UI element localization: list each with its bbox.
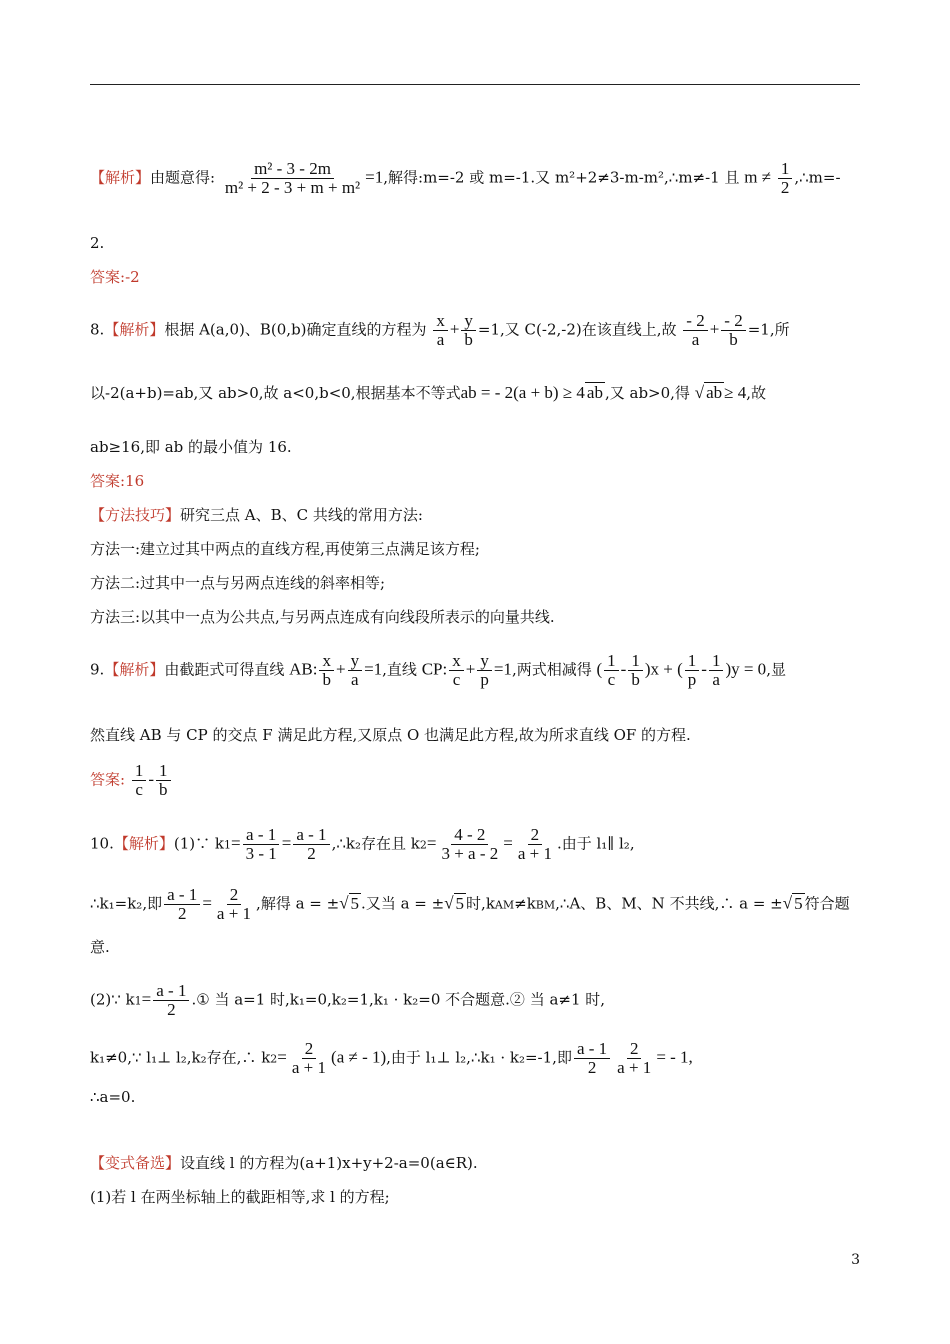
variant-line1	[90, 1152, 478, 1174]
q7-eq: =1	[365, 167, 384, 187]
q9-d4-num: 1	[709, 652, 724, 671]
q9-c1-num: x	[449, 652, 464, 671]
q9-a1	[319, 652, 334, 689]
q7-tail: ,∴m=-	[794, 168, 841, 187]
q10-f10-den: a + 1	[617, 1058, 652, 1077]
q7-answer-value: -2	[125, 268, 140, 286]
q8-answer	[90, 470, 144, 492]
q8-tag: 【解析】	[104, 320, 165, 339]
q10-line6: ∴a=0.	[90, 1088, 136, 1106]
q9-d2-den: b	[631, 670, 640, 689]
q9-answer-label: 答案:	[90, 770, 126, 789]
variant-line2: (1)若 l 在两坐标轴上的截距相等,求 l 的方程;	[90, 1188, 390, 1206]
q10-p1: (1)∵ k	[173, 834, 224, 853]
q8-g1-num: - 2	[683, 312, 707, 331]
q8-line2-a: 以-2(a+b)=ab,又 ab>0,故 a<0,b<0,根据基本不等式	[90, 384, 461, 402]
q7-fraction	[222, 160, 363, 197]
q8-answer-label: 答案:	[90, 472, 126, 490]
q9-lead: 由截距式可得直线	[164, 660, 285, 679]
q10-f4-num: 2	[528, 826, 543, 845]
q9-a2	[348, 652, 363, 689]
q10-neq-k: ≠k	[514, 894, 536, 913]
q9-d1-num: 1	[604, 652, 619, 671]
q9-c1-den: c	[452, 670, 461, 689]
q7-lead: 由题意得:	[150, 168, 216, 187]
q8-line2-b: ,又 ab>0,得	[604, 384, 690, 402]
q10-f9-num: a - 1	[574, 1040, 610, 1059]
q9-d2-num: 1	[628, 652, 643, 671]
q9-mid2: ,两式相减得	[511, 660, 592, 679]
q10-f5-den: 2	[177, 904, 187, 923]
q10-number: 10.	[90, 834, 114, 853]
q7-line2: 2.	[90, 234, 105, 252]
q8-frac-x	[433, 312, 448, 349]
q9-ans-1	[132, 762, 147, 799]
q8-g2-num: - 2	[721, 312, 745, 331]
q10-l2-e: ,∴A、B、M、N 不共线,∴ a = ±	[555, 894, 783, 913]
q9-d4-den: a	[712, 670, 720, 689]
q10-f4-den: a + 1	[517, 844, 552, 863]
q9-ab: AB:	[289, 659, 318, 679]
q7-frac-den: m² + 2 - 3 + m + m²	[224, 178, 361, 197]
q9-tag: 【解析】	[104, 660, 165, 679]
q7-tag: 【解析】	[90, 168, 151, 187]
q8-frac-g1	[683, 312, 707, 349]
q7-half-num: 1	[778, 160, 793, 179]
q10-f5	[164, 886, 200, 923]
q9-d1-den: c	[607, 670, 616, 689]
q10-f8-num: 2	[302, 1040, 317, 1059]
q10-kbm: BM	[535, 898, 556, 912]
q10-f1-num: a - 1	[243, 826, 279, 845]
q10-end1: .由于 l₁∥ l₂,	[556, 834, 635, 853]
q7-rest: ,解得:m=-2 或 m=-1.又 m²+2≠3-m-m²,∴m≠-1 且	[383, 168, 740, 187]
q8-line2-c: ,故	[746, 384, 766, 402]
q10-line2: ∴k₁=k₂,即 $\frac{a - 1}{2}$ = $\frac{2}{a + 1}$ ,解得 a = ±√ 5 .又当 a = ±√ 5 时,kAM≠kBM,∴A、B、M、N 不共线,∴ a = ±√ 5 符合题	[90, 885, 850, 923]
page-number: 3	[851, 1252, 860, 1268]
q8-sqrt-ab: ab	[586, 383, 603, 402]
q9-c1	[449, 652, 464, 689]
q10-sqrt5-2: 5	[455, 893, 465, 913]
q8-frac-g2	[721, 312, 745, 349]
q9-a1-num: x	[319, 652, 334, 671]
q10-p2-rest: .① 当 a=1 时,k₁=0,k₂=1,k₁ · k₂=0 不合题意.② 当 a≠1 时,	[191, 990, 606, 1009]
q9-line2: 然直线 AB 与 CP 的交点 F 满足此方程,又原点 O 也满足此方程,故为所求直线 OF 的方程.	[90, 726, 691, 744]
q8-fx-den: a	[436, 330, 445, 349]
q9-d3	[685, 652, 700, 689]
q10-l2-c: .又当 a = ±	[361, 894, 445, 913]
q7-answer-label: 答案:	[90, 268, 126, 286]
q10-line4: (2)∵ k1= $\frac{a - 1}{2}$ .① 当 a=1 时,k₁=0,k₂=1,k₁ · k₂=0 不合题意.② 当 a≠1 时,	[90, 981, 606, 1019]
header-rule	[90, 84, 860, 85]
variant-text: 设直线 l 的方程为(a+1)x+y+2-a=0(a∈R).	[180, 1154, 478, 1172]
q9-end: ,显	[766, 660, 786, 679]
q8-fx-num: x	[433, 312, 448, 331]
tips-tag: 【方法技巧】	[90, 506, 181, 524]
q10-l5-c: ,由于 l₁⊥ l₂,∴k₁ · k₂=-1,即	[386, 1048, 572, 1067]
q10-tag: 【解析】	[113, 834, 174, 853]
q10-sqrt5-3: 5	[794, 893, 803, 913]
q10-l5-a: k₁≠0,∵ l₁⊥ l₂,k₂存在,∴ k	[90, 1048, 271, 1067]
q9-d1	[604, 652, 619, 689]
q10-f7	[153, 982, 189, 1019]
q7-half	[778, 160, 793, 197]
q7-answer	[90, 266, 140, 288]
q10-kam: AM	[494, 898, 515, 912]
q9-y-eq: )y = 0	[725, 659, 767, 679]
q10-l2-a: ∴k₁=k₂,即	[90, 894, 163, 913]
q7-line1	[90, 160, 841, 197]
q8-answer-value: 16	[125, 472, 145, 490]
q10-l5-d: = - 1,	[656, 1047, 693, 1067]
q10-l5-b: (a ≠ - 1)	[331, 1047, 387, 1067]
tips-method-1: 方法一:建立过其中两点的直线方程,再使第三点满足该方程;	[90, 540, 480, 558]
q9-cp: CP:	[421, 659, 448, 679]
q10-f3-num: 4 - 2	[451, 826, 488, 845]
q10-f2	[293, 826, 329, 863]
q9-d4	[709, 652, 724, 689]
q7-half-den: 2	[780, 178, 790, 197]
tips-title	[90, 504, 423, 526]
q10-l2-b: ,解得 a = ±	[256, 894, 340, 913]
q10-f7-num: a - 1	[153, 982, 189, 1001]
tips-method-2: 方法二:过其中一点与另两点连线的斜率相等;	[90, 574, 386, 592]
q9-eq1-2: =1	[493, 659, 512, 679]
q9-ans-2	[156, 762, 171, 799]
q10-f1-den: 3 - 1	[245, 844, 277, 863]
q10-f2-num: a - 1	[293, 826, 329, 845]
q7-frac-num: m² - 3 - 2m	[251, 160, 334, 179]
q10-f8	[289, 1040, 329, 1077]
q10-f10-num: 2	[627, 1040, 642, 1059]
q9-c2	[477, 652, 492, 689]
q10-f1	[243, 826, 280, 863]
q8-number: 8.	[90, 320, 105, 339]
tips-title-text: 研究三点 A、B、C 共线的常用方法:	[180, 506, 423, 524]
q10-f7-den: 2	[167, 1000, 176, 1019]
q8-plus: +	[449, 319, 460, 339]
q10-f6-den: a + 1	[216, 904, 252, 923]
q8-plus-2: +	[709, 319, 720, 339]
q9-c2-num: y	[477, 652, 492, 671]
q8-lead: 根据 A(a,0)、B(0,b)确定直线的方程为	[164, 320, 427, 339]
q8-line2: 以-2(a+b)=ab,又 ab>0,故 a<0,b<0,根据基本不等式ab = - 2(a + b) ≥ 4 ab ,又 ab>0,得 √ ab ≥ 4,故	[90, 383, 766, 402]
q10-f9	[574, 1040, 610, 1077]
q10-p2: (2)∵ k	[90, 990, 135, 1009]
q9-d2	[628, 652, 643, 689]
q10-mid1: ,∴k₂存在且 k	[331, 834, 420, 853]
q8-line1	[90, 312, 790, 349]
q10-f10	[614, 1040, 654, 1077]
q10-f5-num: a - 1	[164, 886, 200, 905]
q10-sqrt5: 5	[350, 893, 360, 913]
q8-ineq: ab = - 2(a + b) ≥ 4	[460, 383, 585, 402]
q9-a1-den: b	[322, 670, 331, 689]
q9-eq1: =1	[364, 659, 383, 679]
q10-f6-num: 2	[227, 886, 242, 905]
q10-f8-den: a + 1	[291, 1058, 327, 1077]
q9-a2-num: y	[348, 652, 363, 671]
q9-answer: 答案: $\frac{1}{c}$ - $\frac{1}{b}$	[90, 762, 173, 799]
q10-line1: 10.【解析】(1)∵ k1= $\frac{a - 1}{3 - 1}$ = $\frac{a - 1}{2}$ ,∴k₂存在且 k2= $\frac{4 - 2}{3 + a - 2}$ = $\frac{2}{a + 1}$ .由于 l₁∥ l₂,	[90, 825, 635, 863]
q9-d3-den: p	[687, 670, 697, 689]
q10-l2-d: 时,k	[466, 894, 495, 913]
q10-f6	[214, 886, 254, 923]
q8-mid: =1,又 C(-2,-2)在该直线上,故	[477, 320, 677, 339]
q8-end: =1,所	[747, 320, 790, 339]
q10-f3	[438, 826, 501, 863]
q8-g2-den: b	[729, 330, 738, 349]
q8-fy-num: y	[461, 312, 476, 331]
q8-ge4: ≥ 4	[724, 383, 747, 402]
variant-tag: 【变式备选】	[90, 1154, 181, 1172]
q10-f3-den: 3 + a - 2	[441, 844, 499, 863]
q8-g1-den: a	[691, 330, 700, 349]
q9-c2-den: p	[480, 670, 489, 689]
q8-line3: ab≥16,即 ab 的最小值为 16.	[90, 438, 292, 456]
tips-method-3: 方法三:以其中一点为公共点,与另两点连成有向线段所表示的向量共线.	[90, 608, 555, 626]
q10-f9-den: 2	[587, 1058, 597, 1077]
q9-ans-num2: 1	[156, 762, 171, 781]
q9-mid: ,直线	[382, 660, 417, 679]
q9-ans-num1: 1	[132, 762, 147, 781]
q10-line5: k₁≠0,∵ l₁⊥ l₂,k₂存在,∴ k2= $\frac{2}{a + 1}$ (a ≠ - 1),由于 l₁⊥ l₂,∴k₁ · k₂=-1,即 $\frac{a - 1}{2}$ $\frac{2}{a + 1}$ = - 1,	[90, 1039, 693, 1077]
q8-frac-y	[461, 312, 476, 349]
q10-line3: 意.	[90, 938, 110, 956]
q9-x-plus: )x + (	[644, 659, 683, 679]
q8-sqrt-ab-2: ab	[706, 383, 723, 402]
q7-m-neq: m ≠	[744, 167, 772, 187]
q10-l2-f: 符合题	[804, 894, 850, 913]
q9-number: 9.	[90, 660, 105, 679]
q10-f4	[515, 826, 555, 863]
q8-fy-den: b	[464, 330, 473, 349]
q9-a2-den: a	[351, 670, 359, 689]
q9-ans-den2: b	[159, 780, 168, 799]
q9-ans-den1: c	[135, 780, 143, 799]
q9-line1: 9.【解析】由截距式可得直线 AB: $\frac{x}{b}$ + $\frac{y}{a}$ =1,直线 CP: $\frac{x}{c}$ + $\frac{y}{p}$ =1,两式相减得 ( $\frac{1}{c}$ - $\frac{1}{b}$ )x + ( $\frac{1}{p}$ - $\frac{1}{a}$ )y = 0,显	[90, 651, 786, 689]
q9-d3-num: 1	[685, 652, 700, 671]
q10-f2-den: 2	[307, 844, 316, 863]
